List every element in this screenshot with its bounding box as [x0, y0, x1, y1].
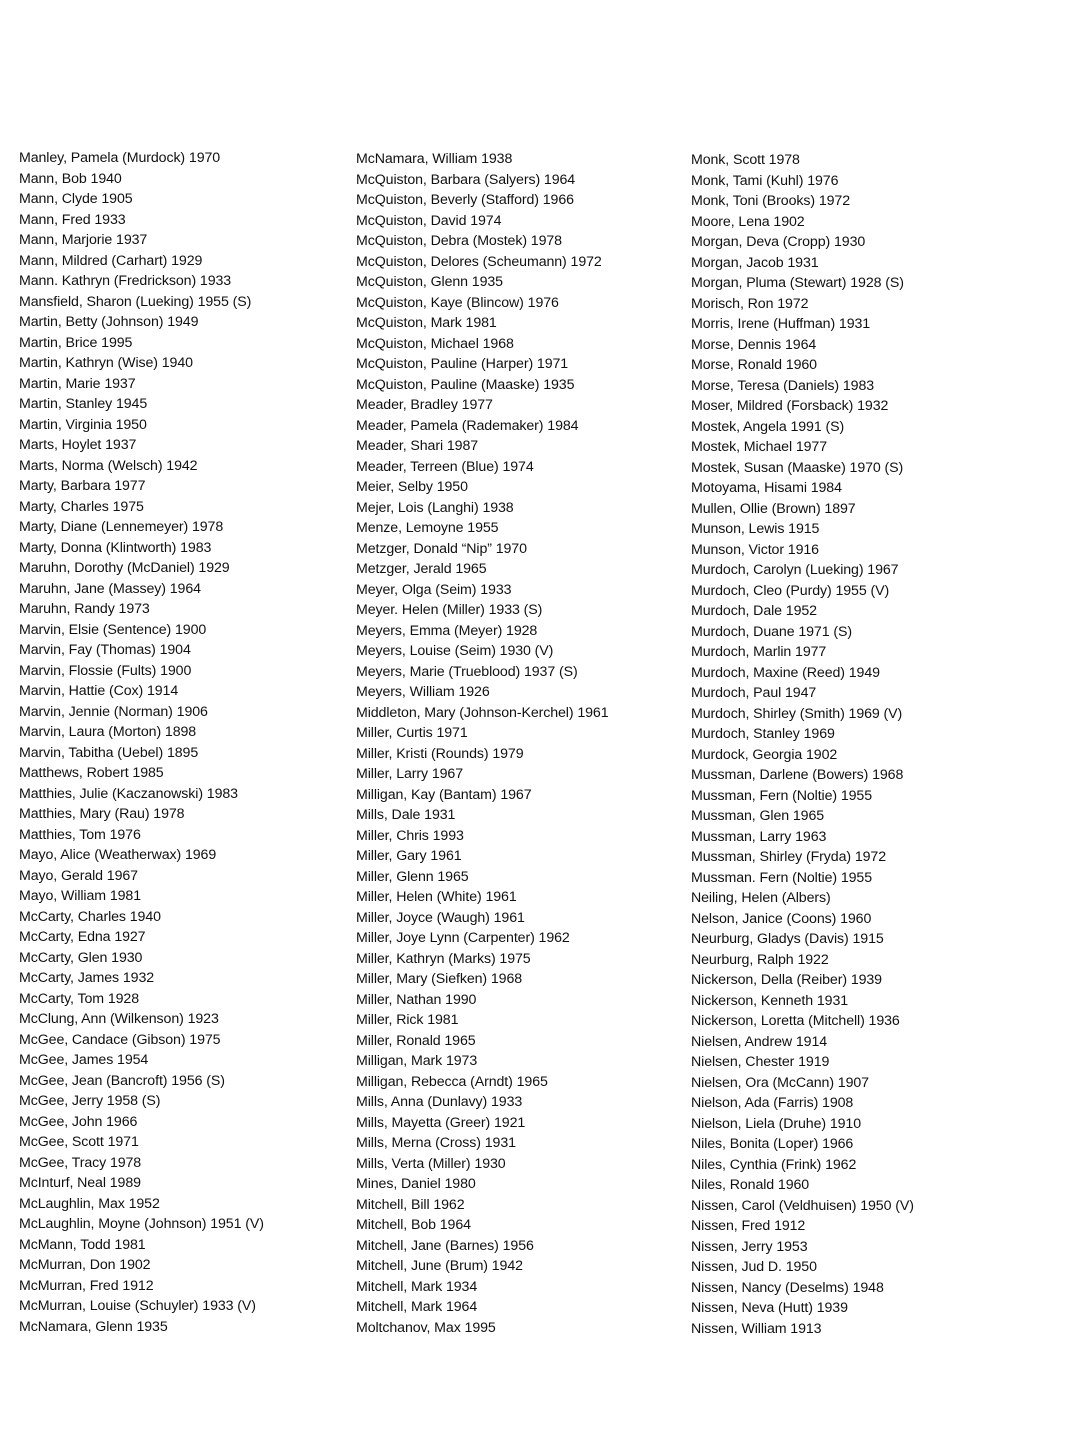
list-item: McCarty, Tom 1928: [19, 990, 139, 1007]
list-item: McQuiston, Barbara (Salyers) 1964: [356, 171, 576, 188]
list-item: Middleton, Mary (Johnson-Kerchel) 1961: [356, 704, 609, 721]
list-item: Nielsen, Andrew 1914: [691, 1033, 828, 1050]
list-item: Nielson, Ada (Farris) 1908: [691, 1095, 854, 1111]
list-item: Murdoch, Paul 1947: [691, 685, 817, 701]
list-item: Mussman, Fern (Noltie) 1955: [691, 787, 873, 804]
list-item: Morgan, Deva (Cropp) 1930: [691, 234, 866, 250]
list-item: McGee, Candace (Gibson) 1975: [19, 1031, 221, 1048]
list-item: Maruhn, Dorothy (McDaniel) 1929: [19, 560, 230, 576]
list-item: McMann, Todd 1981: [19, 1236, 146, 1253]
list-item: McQuiston, Mark 1981: [356, 315, 497, 331]
list-item: Mills, Merna (Cross) 1931: [356, 1135, 516, 1151]
list-item: Marvin, Laura (Morton) 1898: [19, 724, 197, 740]
list-item: Morris, Irene (Huffman) 1931: [691, 316, 871, 332]
list-item: Matthies, Tom 1976: [19, 826, 141, 843]
list-item: Miller, Kathryn (Marks) 1975: [356, 950, 531, 967]
list-item: Matthies, Julie (Kaczanowski) 1983: [19, 785, 238, 802]
list-item: Marvin, Tabitha (Uebel) 1895: [19, 744, 199, 761]
list-item: Meader, Pamela (Rademaker) 1984: [356, 417, 579, 434]
list-item: Marvin, Flossie (Fults) 1900: [19, 662, 192, 679]
list-item: Moser, Mildred (Forsback) 1932: [691, 398, 889, 414]
list-item: Meyers, Louise (Seim) 1930 (V): [356, 643, 554, 659]
list-item: Nelson, Janice (Coons) 1960: [691, 910, 872, 927]
list-item: Murdoch, Shirley (Smith) 1969 (V): [691, 705, 903, 722]
list-item: Marvin, Jennie (Norman) 1906: [19, 703, 208, 720]
list-item: Nissen, William 1913: [691, 1320, 822, 1337]
list-item: McCarty, Edna 1927: [19, 929, 146, 945]
list-item: Matthews, Robert 1985: [19, 765, 164, 781]
list-item: Mayo, Gerald 1967: [19, 867, 138, 884]
list-item: Meader, Bradley 1977: [356, 397, 493, 413]
list-item: Nissen, Carol (Veldhuisen) 1950 (V): [691, 1197, 914, 1214]
list-item: Niles, Ronald 1960: [691, 1177, 810, 1193]
list-item: Miller, Helen (White) 1961: [356, 889, 517, 905]
list-item: McMurran, Louise (Schuyler) 1933 (V): [19, 1298, 256, 1314]
list-item: Murdoch, Stanley 1969: [691, 726, 835, 742]
list-item: Mejer, Lois (Langhi) 1938: [356, 499, 514, 516]
list-item: Nickerson, Loretta (Mitchell) 1936: [691, 1013, 900, 1029]
list-item: Meyers, William 1926: [356, 684, 490, 700]
list-item: Murdock, Georgia 1902: [691, 746, 838, 763]
list-item: McGee, Scott 1971: [19, 1134, 139, 1150]
list-item: Mansfield, Sharon (Lueking) 1955 (S): [19, 293, 252, 310]
list-item: McQuiston, Kaye (Blincow) 1976: [356, 294, 559, 311]
list-item: Marts, Hoylet 1937: [19, 437, 137, 453]
list-item: Meyers, Marie (Trueblood) 1937 (S): [356, 663, 578, 680]
list-item: Mostek, Michael 1977: [691, 439, 828, 455]
list-item: Metzger, Donald “Nip” 1970: [356, 540, 527, 557]
list-item: Nissen, Neva (Hutt) 1939: [691, 1300, 848, 1316]
list-item: Miller, Kristi (Rounds) 1979: [356, 745, 524, 762]
list-item: McNamara, William 1938: [356, 151, 513, 167]
list-item: Morse, Teresa (Daniels) 1983: [691, 377, 875, 394]
list-item: Nissen, Jerry 1953: [691, 1238, 808, 1255]
list-item: Marvin, Elsie (Sentence) 1900: [19, 621, 207, 638]
list-item: Miller, Larry 1967: [356, 766, 464, 782]
list-item: McQuiston, Delores (Scheumann) 1972: [356, 253, 602, 270]
list-item: Neurburg, Ralph 1922: [691, 951, 829, 968]
list-item: Nielsen, Ora (McCann) 1907: [691, 1074, 869, 1091]
list-item: Morgan, Pluma (Stewart) 1928 (S): [691, 275, 904, 291]
list-item: Mitchell, Bill 1962: [356, 1196, 465, 1213]
list-item: Mussman, Darlene (Bowers) 1968: [691, 767, 904, 783]
list-item: Marty, Charles 1975: [19, 498, 144, 515]
list-item: Nissen, Nancy (Deselms) 1948: [691, 1279, 884, 1296]
list-item: Mann, Fred 1933: [19, 211, 126, 228]
list-item: Murdoch, Cleo (Purdy) 1955 (V): [691, 582, 890, 599]
list-item: McQuiston, Beverly (Stafford) 1966: [356, 192, 574, 208]
list-item: Monk, Tami (Kuhl) 1976: [691, 172, 839, 189]
list-item: Mills, Dale 1931: [356, 807, 456, 823]
list-item: Miller, Gary 1961: [356, 848, 462, 864]
list-item: Munson, Victor 1916: [691, 541, 819, 558]
name-column-3: [691, 150, 914, 1339]
list-item: Mullen, Ollie (Brown) 1897: [691, 500, 856, 517]
list-item: Meyer. Helen (Miller) 1933 (S): [356, 602, 543, 618]
list-item: Murdoch, Maxine (Reed) 1949: [691, 664, 880, 681]
list-item: Mitchell, Mark 1964: [356, 1299, 478, 1315]
name-column-1: [19, 148, 264, 1337]
list-item: Nissen, Fred 1912: [691, 1218, 806, 1234]
list-item: Mussman, Shirley (Fryda) 1972: [691, 849, 887, 865]
list-item: Martin, Marie 1937: [19, 375, 136, 392]
list-item: Marty, Barbara 1977: [19, 478, 146, 494]
list-item: Munson, Lewis 1915: [691, 521, 820, 537]
list-item: Moltchanov, Max 1995: [356, 1319, 496, 1336]
list-item: Murdoch, Carolyn (Lueking) 1967: [691, 562, 899, 578]
list-item: Miller, Mary (Siefken) 1968: [356, 971, 523, 987]
list-item: Morse, Dennis 1964: [691, 336, 817, 353]
list-item: McCarty, James 1932: [19, 970, 155, 986]
list-item: McGee, James 1954: [19, 1052, 149, 1068]
list-item: McGee, Tracy 1978: [19, 1154, 142, 1171]
list-item: Miller, Joyce (Waugh) 1961: [356, 909, 525, 926]
list-item: Monk, Scott 1978: [691, 152, 800, 168]
list-item: Mann, Clyde 1905: [19, 191, 133, 207]
list-item: McNamara, Glenn 1935: [19, 1318, 168, 1335]
name-column-2: [356, 149, 609, 1338]
list-item: Mann, Bob 1940: [19, 170, 122, 187]
list-item: Neiling, Helen (Albers): [691, 890, 831, 906]
list-item: Morisch, Ron 1972: [691, 295, 809, 312]
list-item: Mann, Marjorie 1937: [19, 232, 148, 248]
list-item: Maruhn, Jane (Massey) 1964: [19, 580, 201, 597]
list-item: McMurran, Don 1902: [19, 1257, 151, 1273]
list-item: McQuiston, David 1974: [356, 212, 502, 229]
list-item: Mayo, William 1981: [19, 888, 141, 904]
list-item: Mussman, Glen 1965: [691, 808, 825, 824]
list-item: Menze, Lemoyne 1955: [356, 520, 499, 536]
list-item: Monk, Toni (Brooks) 1972: [691, 193, 850, 209]
list-item: Motoyama, Hisami 1984: [691, 480, 842, 496]
list-item: Miller, Chris 1993: [356, 827, 464, 844]
list-item: McGee, John 1966: [19, 1113, 138, 1130]
list-item: Mostek, Susan (Maaske) 1970 (S): [691, 459, 904, 476]
list-item: Mines, Daniel 1980: [356, 1176, 476, 1192]
list-item: Martin, Betty (Johnson) 1949: [19, 314, 199, 330]
list-item: McGee, Jerry 1958 (S): [19, 1093, 161, 1109]
list-item: Martin, Brice 1995: [19, 334, 133, 351]
list-item: Martin, Virginia 1950: [19, 416, 147, 433]
list-item: Mitchell, June (Brum) 1942: [356, 1258, 523, 1274]
list-item: McQuiston, Debra (Mostek) 1978: [356, 233, 562, 249]
list-item: McMurran, Fred 1912: [19, 1277, 154, 1294]
list-item: Moore, Lena 1902: [691, 213, 805, 230]
list-item: Manley, Pamela (Murdock) 1970: [19, 150, 221, 166]
list-item: Meier, Selby 1950: [356, 479, 468, 495]
list-item: Miller, Joye Lynn (Carpenter) 1962: [356, 930, 570, 946]
list-item: Nielson, Liela (Druhe) 1910: [691, 1115, 862, 1132]
list-item: McInturf, Neal 1989: [19, 1175, 141, 1191]
list-item: Murdoch, Duane 1971 (S): [691, 623, 852, 640]
list-item: Nielsen, Chester 1919: [691, 1054, 830, 1070]
list-item: Matthies, Mary (Rau) 1978: [19, 806, 185, 822]
list-item: Milligan, Kay (Bantam) 1967: [356, 786, 532, 803]
list-item: Mitchell, Bob 1964: [356, 1217, 471, 1233]
list-item: Miller, Glenn 1965: [356, 868, 469, 885]
list-item: McLaughlin, Max 1952: [19, 1195, 160, 1212]
list-item: Martin, Kathryn (Wise) 1940: [19, 355, 193, 371]
list-item: McQuiston, Glenn 1935: [356, 274, 503, 290]
list-item: Mayo, Alice (Weatherwax) 1969: [19, 847, 217, 863]
list-item: Mussman. Fern (Noltie) 1955: [691, 869, 873, 886]
list-item: Marty, Donna (Klintworth) 1983: [19, 539, 212, 556]
list-item: Morgan, Jacob 1931: [691, 254, 819, 271]
list-item: Mills, Verta (Miller) 1930: [356, 1155, 506, 1172]
list-item: Nissen, Jud D. 1950: [691, 1259, 817, 1275]
list-item: Metzger, Jerald 1965: [356, 561, 487, 577]
list-item: Marty, Diane (Lennemeyer) 1978: [19, 519, 224, 535]
list-item: Murdoch, Dale 1952: [691, 603, 817, 619]
list-item: Mann, Mildred (Carhart) 1929: [19, 252, 203, 269]
list-item: McGee, Jean (Bancroft) 1956 (S): [19, 1072, 225, 1089]
list-item: Nickerson, Kenneth 1931: [691, 992, 849, 1009]
list-item: Miller, Ronald 1965: [356, 1032, 476, 1049]
list-item: Mostek, Angela 1991 (S): [691, 418, 845, 435]
list-item: Marvin, Fay (Thomas) 1904: [19, 642, 191, 658]
list-item: Meader, Shari 1987: [356, 438, 479, 454]
list-item: Mann. Kathryn (Fredrickson) 1933: [19, 273, 232, 289]
list-item: Morse, Ronald 1960: [691, 357, 817, 373]
list-item: Murdoch, Marlin 1977: [691, 644, 827, 660]
list-item: Mitchell, Jane (Barnes) 1956: [356, 1237, 534, 1254]
list-item: Milligan, Mark 1973: [356, 1053, 478, 1069]
list-item: Meyers, Emma (Meyer) 1928: [356, 622, 538, 639]
list-item: Maruhn, Randy 1973: [19, 601, 150, 617]
list-item: Meader, Terreen (Blue) 1974: [356, 458, 534, 475]
list-item: Marvin, Hattie (Cox) 1914: [19, 683, 179, 699]
list-item: Mitchell, Mark 1934: [356, 1278, 478, 1295]
list-item: Nickerson, Della (Reiber) 1939: [691, 972, 882, 988]
list-item: McCarty, Charles 1940: [19, 908, 161, 925]
list-item: Miller, Curtis 1971: [356, 725, 468, 741]
list-item: Miller, Rick 1981: [356, 1012, 459, 1028]
list-item: Mussman, Larry 1963: [691, 828, 827, 845]
list-item: Niles, Cynthia (Frink) 1962: [691, 1156, 857, 1173]
list-item: McQuiston, Pauline (Harper) 1971: [356, 356, 569, 372]
list-item: Mills, Mayetta (Greer) 1921: [356, 1114, 526, 1131]
list-item: Mills, Anna (Dunlavy) 1933: [356, 1094, 523, 1110]
list-item: Martin, Stanley 1945: [19, 396, 148, 412]
list-item: Milligan, Rebecca (Arndt) 1965: [356, 1073, 548, 1090]
list-item: McCarty, Glen 1930: [19, 949, 143, 966]
list-item: Marts, Norma (Welsch) 1942: [19, 457, 198, 474]
list-item: Neurburg, Gladys (Davis) 1915: [691, 931, 884, 947]
list-item: McQuiston, Michael 1968: [356, 335, 514, 352]
list-item: Meyer, Olga (Seim) 1933: [356, 581, 512, 598]
list-item: Niles, Bonita (Loper) 1966: [691, 1136, 854, 1152]
list-item: McLaughlin, Moyne (Johnson) 1951 (V): [19, 1216, 264, 1232]
list-item: McClung, Ann (Wilkenson) 1923: [19, 1011, 219, 1027]
list-item: Miller, Nathan 1990: [356, 991, 477, 1008]
list-item: McQuiston, Pauline (Maaske) 1935: [356, 376, 575, 393]
